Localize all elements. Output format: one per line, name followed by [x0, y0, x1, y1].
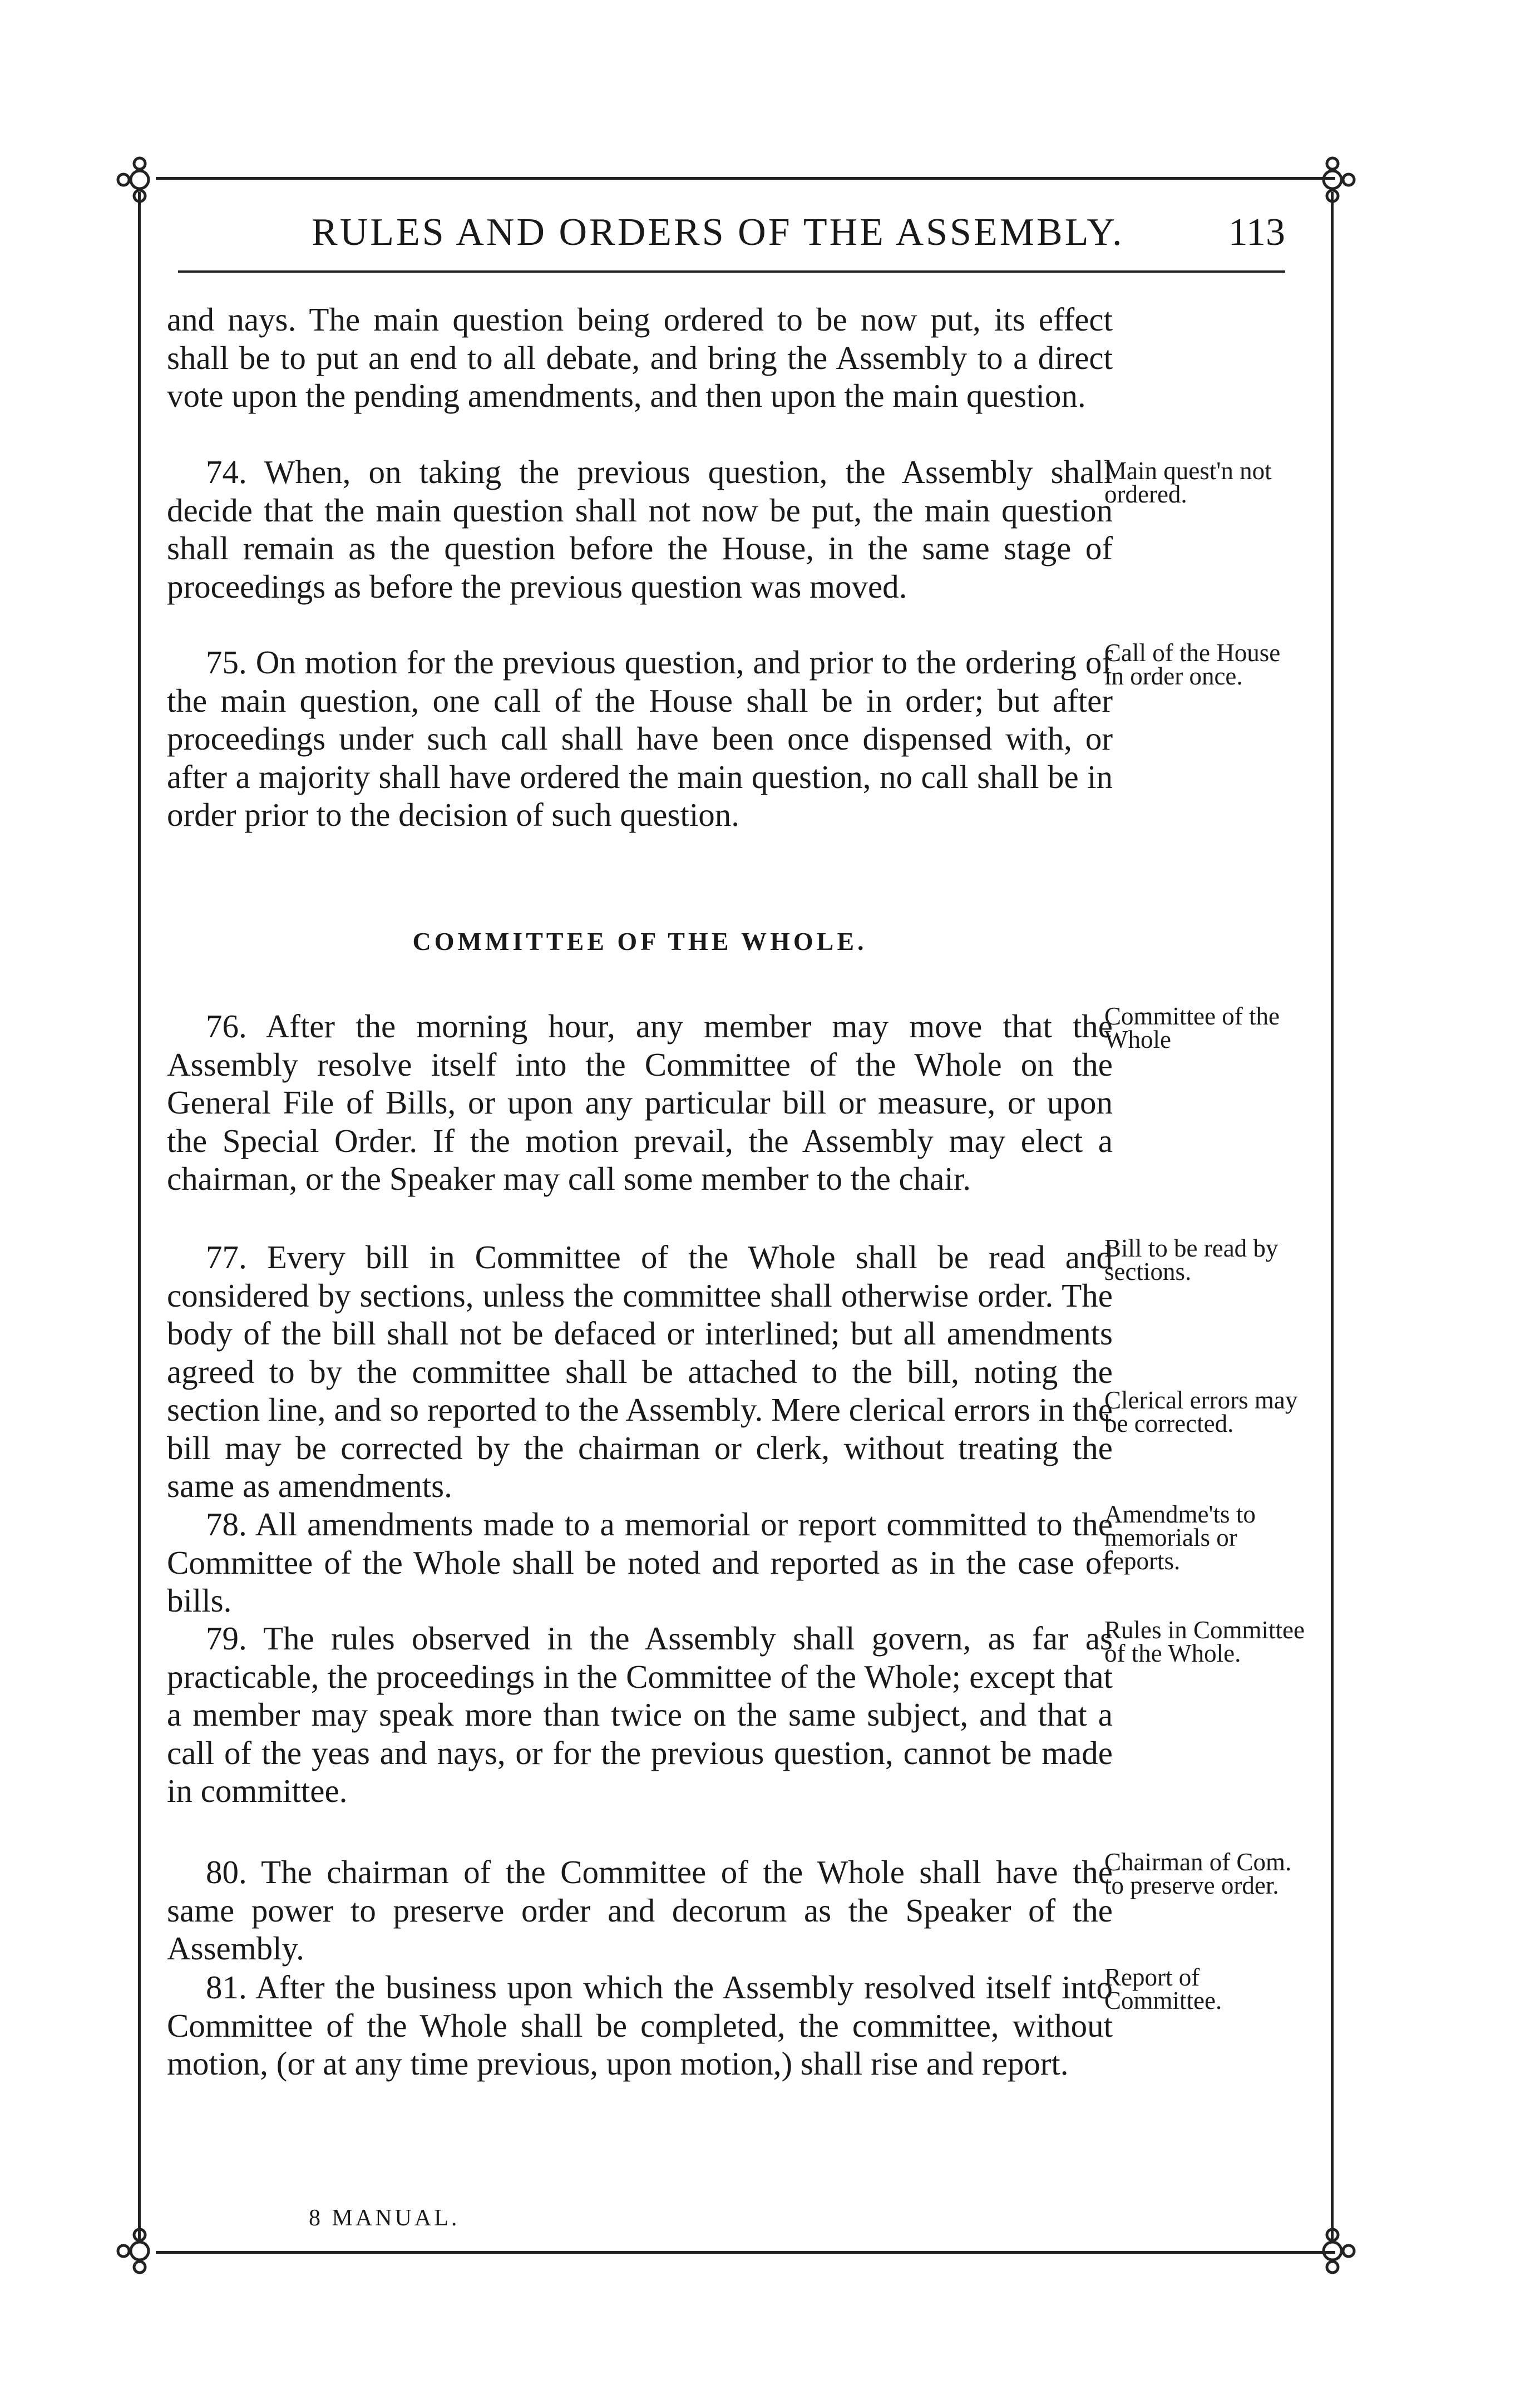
running-title: RULES AND ORDERS OF THE ASSEMBLY.	[312, 211, 1124, 254]
margin-note-80: Chairman of Com. to preserve order.	[1104, 1848, 1292, 1899]
margin-note-75: Call of the House in order once.	[1104, 639, 1281, 690]
rule-74: 74. When, on taking the previous question, the Assembly shall decide that the main question shall not now be put, the main question shall remain as the question before the House, in the same stage of proceedings as before the previous question was moved.	[167, 454, 1113, 605]
margin-note-76: Committee of the Whole	[1104, 1002, 1280, 1053]
margin-note-81: Report of Committee.	[1104, 1963, 1222, 2014]
margin-note-78: Amendme'ts to memorials or reports.	[1104, 1500, 1256, 1575]
page-header	[178, 210, 1285, 260]
rule-75: 75. On motion for the previous question, and prior to the ordering of the main question, one call of the House shall be in order; but after proceedings under such call shall have been once dispensed with, or after a majority shall have ordered the main question, no call shall be in order prior to the decision of such question.	[167, 644, 1113, 833]
margin-note-clerical: Clerical errors may be corrected.	[1104, 1386, 1298, 1437]
margin-note-79: Rules in Committee of the Whole.	[1104, 1616, 1305, 1667]
frame-top-rule	[156, 177, 1335, 180]
corner-ornament-icon	[115, 155, 165, 205]
rule-77: 77. Every bill in Committee of the Whole shall be read and considered by sections, unless the committee shall otherwise order. The body of the bill shall not be defaced or interlined; but all amendments agreed to by the committee shall be attached to the bill, noting the section line, and so reported to the Assembly. Mere clerical errors in the bill may be corrected by the chairman or clerk, without treating the same as amendments.	[167, 1239, 1113, 1504]
frame-right-rule	[1331, 192, 1334, 2240]
rule-79: 79. The rules observed in the Assembly shall govern, as far as practicable, the proceedings in the Committee of the Whole; except that a member may speak more than twice on the same subject, and that a call of the yeas and nays, or for the previous question, cannot be made in committee.	[167, 1620, 1113, 1809]
margin-note-74: Main quest'n not ordered.	[1104, 457, 1272, 508]
rule-81: 81. After the business upon which the Assembly resolved itself into Committee of the Whole shall be completed, the committee, without motion, (or at any time previous, upon motion,) shall rise and report.	[167, 1969, 1113, 2082]
frame-left-rule	[138, 192, 141, 2240]
frame-bottom-rule	[156, 2251, 1335, 2254]
rule-78: 78. All amendments made to a memorial or report committed to the Committee of the Whole shall be noted and reported as in the case of bills.	[167, 1506, 1113, 1619]
corner-ornament-icon	[115, 2226, 165, 2276]
page-number: 113	[1228, 211, 1285, 254]
header-rule	[178, 270, 1285, 273]
rule-76: 76. After the morning hour, any member may move that the Assembly resolve itself into the Committee of the Whole on the General File of Bills, or upon any particular bill or measure, or upon the Special Order. If the motion prevail, the Assembly may elect a chairman, or the Speaker may call some member to the chair.	[167, 1008, 1113, 1197]
signature-mark: 8 MANUAL.	[309, 2205, 460, 2231]
corner-ornament-icon	[1307, 155, 1358, 205]
section-heading: COMMITTEE OF THE WHOLE.	[412, 927, 867, 955]
rule-80: 80. The chairman of the Committee of the Whole shall have the same power to preserve order and decorum as the Speaker of the Assembly.	[167, 1854, 1113, 1967]
margin-note-77: Bill to be read by sections.	[1104, 1234, 1279, 1285]
paragraph-continuation: and nays. The main question being ordered to be now put, its effect shall be to put an end to all debate, and bring the Assembly to a direct vote upon the pending amendments, and then upon the main question.	[167, 301, 1113, 414]
corner-ornament-icon	[1307, 2226, 1358, 2276]
